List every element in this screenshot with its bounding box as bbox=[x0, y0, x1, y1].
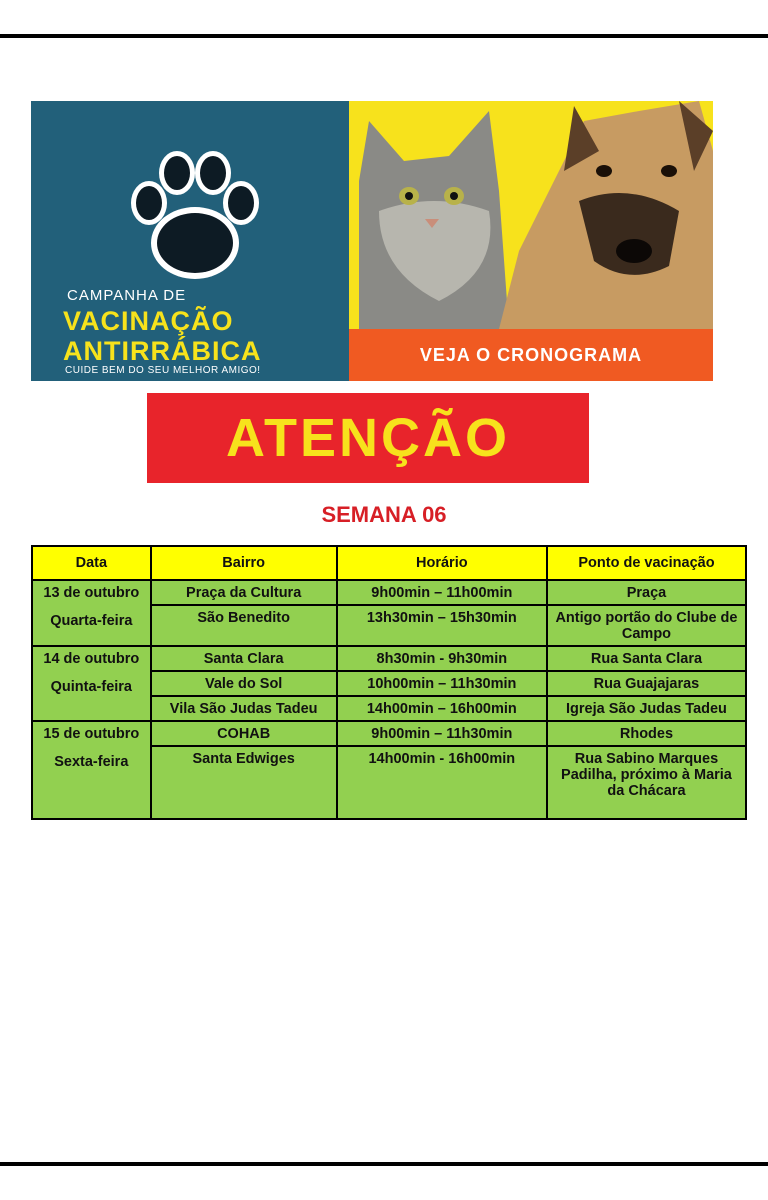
horario-cell: 14h00min - 16h00min bbox=[337, 746, 547, 819]
week-title: SEMANA 06 bbox=[321, 502, 447, 527]
cta-text: VEJA O CRONOGRAMA bbox=[419, 345, 643, 365]
campaign-heading-vacinacao: VACINAÇÃO bbox=[63, 306, 234, 336]
bairro-cell: Praça da Cultura bbox=[151, 580, 337, 605]
header-data: Data bbox=[32, 546, 151, 580]
table-row bbox=[32, 580, 746, 605]
table-row bbox=[32, 721, 746, 746]
date-cell bbox=[32, 721, 151, 819]
ponto-cell: Rhodes bbox=[547, 721, 746, 746]
horario-cell: 14h00min – 16h00min bbox=[337, 696, 547, 721]
header-horario: Horário bbox=[337, 546, 547, 580]
date-day: 15 de outubro bbox=[43, 726, 140, 742]
horario-cell: 8h30min - 9h30min bbox=[337, 646, 547, 671]
schedule-table bbox=[31, 545, 747, 820]
weekday: Quarta-feira bbox=[50, 613, 133, 629]
bairro-cell: Vale do Sol bbox=[151, 671, 337, 696]
horario-cell: 9h00min – 11h00min bbox=[337, 580, 547, 605]
ponto-cell: Rua Santa Clara bbox=[547, 646, 746, 671]
date-cell bbox=[32, 580, 151, 646]
bairro-cell: Santa Clara bbox=[151, 646, 337, 671]
bottom-rule bbox=[0, 1162, 768, 1166]
bairro-cell: Vila São Judas Tadeu bbox=[151, 696, 337, 721]
ponto-cell: Rua Sabino Marques Padilha, próximo à Maria da Chácara bbox=[547, 746, 746, 819]
bairro-cell: Santa Edwiges bbox=[151, 746, 337, 819]
table-header-row bbox=[32, 546, 746, 580]
table-row bbox=[32, 646, 746, 671]
horario-cell: 9h00min – 11h30min bbox=[337, 721, 547, 746]
date-day: 13 de outubro bbox=[43, 585, 140, 601]
header-ponto: Ponto de vacinação bbox=[547, 546, 746, 580]
horario-cell: 10h00min – 11h30min bbox=[337, 671, 547, 696]
ponto-cell: Antigo portão do Clube de Campo bbox=[547, 605, 746, 646]
weekday: Quinta-feira bbox=[50, 679, 132, 695]
top-rule bbox=[0, 34, 768, 38]
attention-text: ATENÇÃO bbox=[226, 408, 510, 468]
cat-dog-illustration bbox=[349, 101, 713, 329]
header-bairro: Bairro bbox=[151, 546, 337, 580]
campaign-tagline: CUIDE BEM DO SEU MELHOR AMIGO! bbox=[65, 365, 261, 376]
cat-icon bbox=[359, 111, 509, 329]
horario-cell: 13h30min – 15h30min bbox=[337, 605, 547, 646]
date-day: 14 de outubro bbox=[43, 651, 140, 667]
campaign-heading-antirrabica: ANTIRRÁBICA bbox=[63, 336, 262, 366]
ponto-cell: Praça bbox=[547, 580, 746, 605]
date-cell bbox=[32, 646, 151, 721]
bairro-cell: COHAB bbox=[151, 721, 337, 746]
paw-icon bbox=[127, 151, 263, 281]
dog-icon bbox=[499, 101, 713, 329]
campaign-heading-small: CAMPANHA DE bbox=[67, 287, 187, 304]
ponto-cell: Igreja São Judas Tadeu bbox=[547, 696, 746, 721]
weekday: Sexta-feira bbox=[54, 754, 129, 770]
bairro-cell: São Benedito bbox=[151, 605, 337, 646]
ponto-cell: Rua Guajajaras bbox=[547, 671, 746, 696]
